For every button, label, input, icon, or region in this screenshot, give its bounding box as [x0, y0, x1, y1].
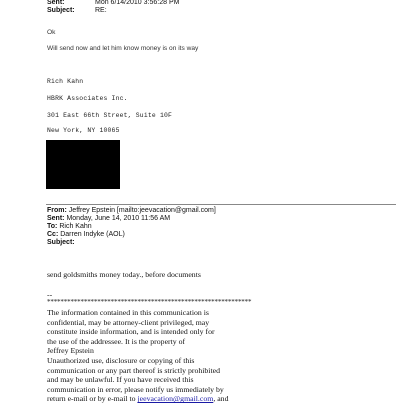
disclaimer-line: The information contained in this communication is: [47, 308, 209, 317]
disclaimer-line: constitute inside information, and is intended only for: [47, 327, 215, 337]
subject-value: RE:: [95, 7, 107, 14]
quoted-to-row: [47, 223, 92, 231]
disclaimer-line: communication or any part thereof is strictly prohibited: [47, 365, 221, 375]
quoted-sent-label: Sent:: [47, 215, 65, 222]
signature-name: Rich Kahn: [47, 78, 84, 85]
signature-company: HBRK Associates Inc.: [47, 95, 128, 102]
quoted-divider: [46, 204, 396, 205]
disclaimer-line: Jeffrey Epstein: [47, 346, 94, 356]
disclaimer-line: Unauthorized use, disclosure or copying of this: [47, 355, 195, 365]
reply-line-2: Will send now and let him know money is on its way: [47, 45, 199, 52]
redaction-block: [46, 140, 120, 189]
quoted-cc-value: Darren Indyke (AOL): [60, 231, 125, 238]
email-link[interactable]: jeevacation@gmail.com: [137, 394, 214, 404]
signature-address: 301 East 66th Street, Suite 10F: [47, 112, 173, 119]
quoted-to-value: Rich Kahn: [59, 223, 92, 230]
disclaimer-line: the use of the addressee. It is the property of: [47, 336, 186, 346]
quoted-from-row: [47, 207, 216, 215]
subject-row: [47, 7, 107, 15]
disclaimer-last-suffix: , and: [213, 394, 229, 404]
quoted-to-label: To:: [47, 223, 58, 230]
quoted-sent-row: [47, 215, 170, 223]
subject-label: Subject:: [47, 7, 75, 14]
quoted-sent-value: Monday, June 14, 2010 11:56 AM: [66, 215, 171, 222]
quoted-from-label: From:: [47, 207, 67, 214]
sent-label: Sent:: [47, 0, 65, 6]
quoted-subject-row: [47, 239, 75, 247]
signature-city: New York, NY 10065: [47, 127, 120, 134]
sent-row: [47, 0, 179, 7]
quoted-cc-row: [47, 231, 125, 239]
sent-value: Mon 6/14/2010 3:56:28 PM: [95, 0, 180, 6]
disclaimer-line: communication in error, please notify us immediately by: [47, 384, 224, 394]
quoted-subject-label: Subject:: [47, 239, 75, 246]
disclaimer-line: and may be unlawful. If you have received this: [47, 375, 194, 385]
quoted-from-value: Jeffrey Epstein [mailto:jeevacation@gmail.com]: [68, 207, 216, 214]
quoted-message: send goldsmiths money today., before documents: [47, 270, 201, 279]
quoted-cc-label: Cc:: [47, 231, 59, 238]
stars-separator: *************************************************************: [47, 298, 252, 306]
disclaimer-last-line: [47, 394, 228, 404]
disclaimer-block: [47, 308, 228, 404]
disclaimer-line: confidential, may be attorney-client privileged, may: [47, 317, 210, 327]
reply-line-1: Ok: [47, 29, 56, 36]
disclaimer-last-prefix: return e-mail or by e-mail to: [47, 394, 138, 404]
quoted-dashes: --: [47, 290, 53, 299]
